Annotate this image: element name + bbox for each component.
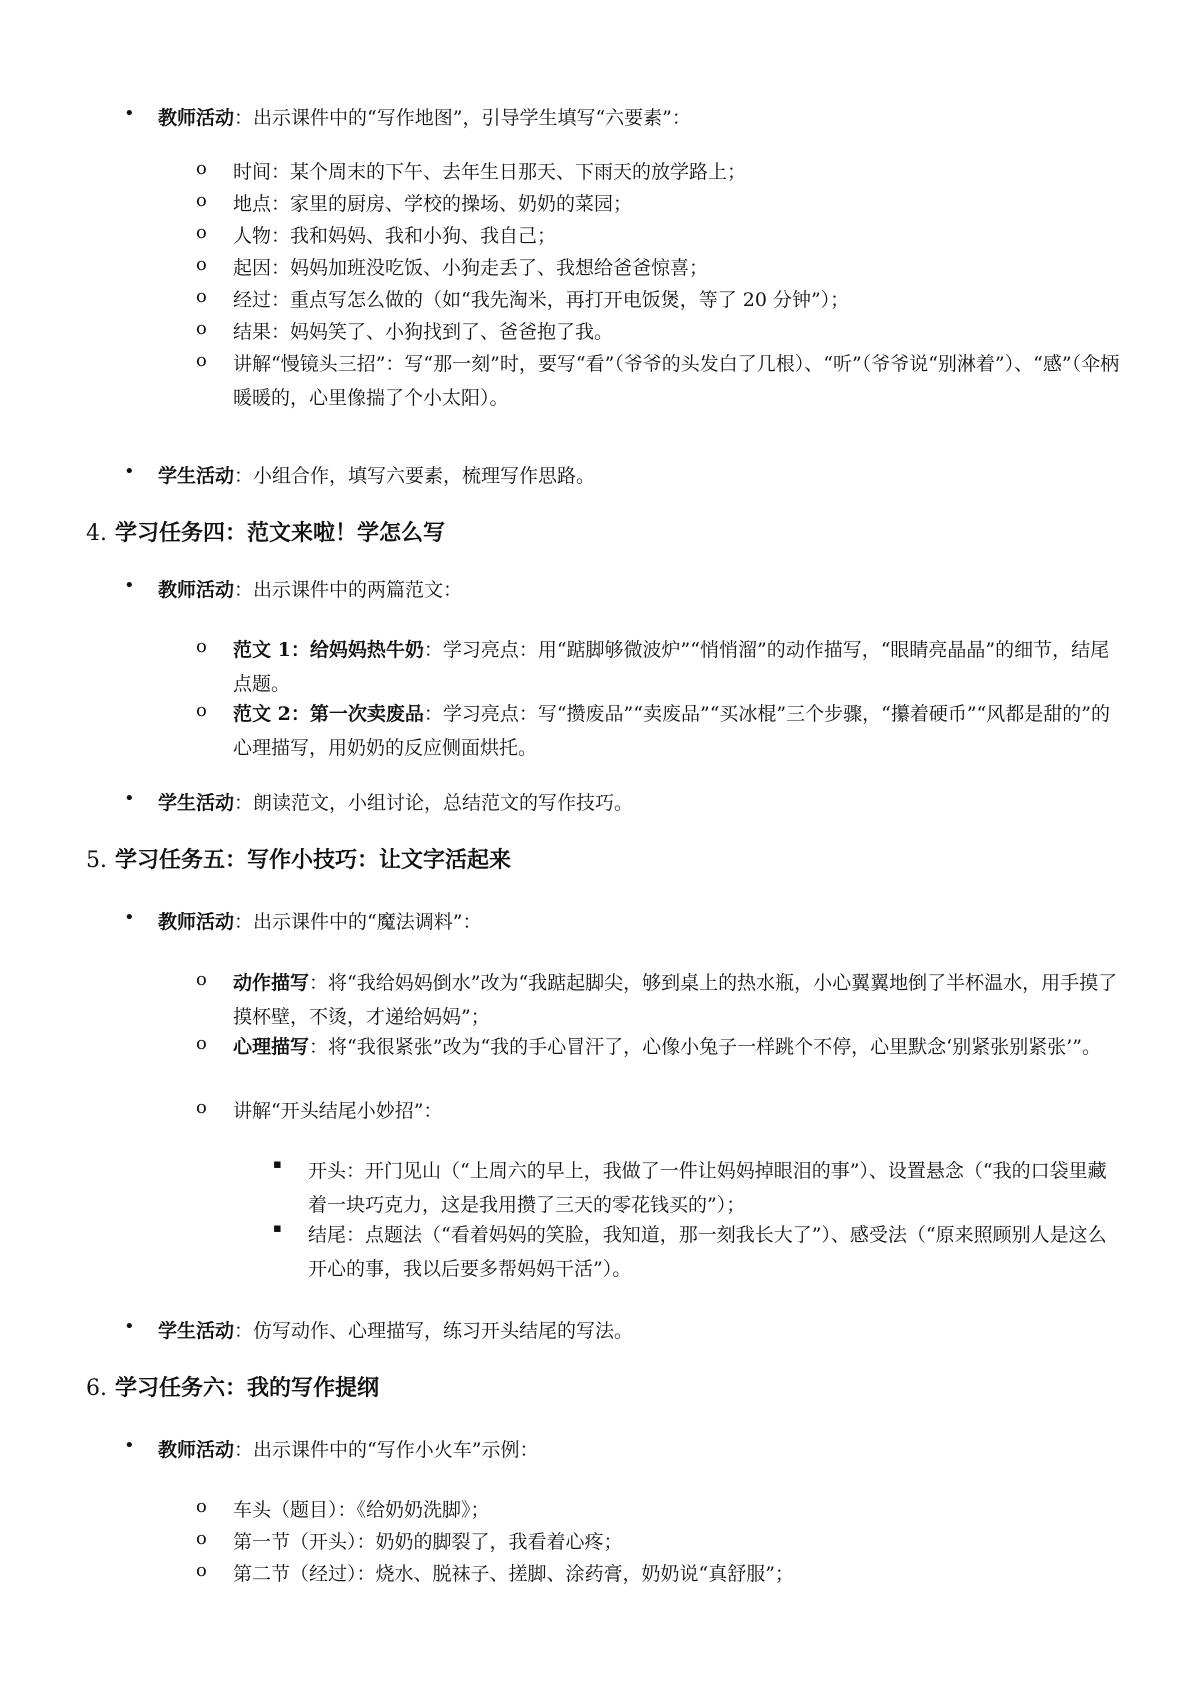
list-item: 讲解“慢镜头三招”：写“那一刻”时，要写“看”（爷爷的头发白了几根）、“听”（爷爷说“别淋着”）、“感”（伞柄暖暖的，心里像揣了个小太阳）。 [233, 353, 1120, 409]
bullet: o [196, 1496, 207, 1517]
teacher-activity-label: 教师活动 [158, 579, 235, 601]
student-activity-label: 学生活动 [158, 1320, 235, 1342]
section-heading-6 [86, 1371, 379, 1406]
sub-list-item: 结尾：点题法（“看着妈妈的笑脸，我知道，那一刻我长大了”）、感受法（“原来照顾别人是这么开心的事，我以后要多帮妈妈干活”）。 [308, 1224, 1107, 1280]
bullet: o [196, 1097, 207, 1118]
bullet: o [196, 190, 207, 211]
list-item: 人物：我和妈妈、我和小狗、我自己； [233, 225, 557, 247]
bullet: o [196, 636, 207, 657]
list-item [233, 633, 1121, 701]
bullet: o [196, 318, 207, 339]
bullet: o [196, 700, 207, 721]
bullet: • [124, 461, 135, 482]
section-number: 5. [86, 848, 107, 873]
student-activity-label: 学生活动 [158, 792, 235, 814]
teacher-activity-label: 教师活动 [158, 1439, 235, 1461]
teacher-activity-label: 教师活动 [158, 107, 235, 129]
teacher-activity-paragraph [158, 1433, 538, 1467]
bullet: o [196, 158, 207, 179]
bullet: o [196, 222, 207, 243]
teacher-activity-text: ：出示课件中的“写作地图”，引导学生填写“六要素”： [234, 107, 691, 129]
teacher-activity-text: ：出示课件中的两篇范文： [234, 579, 463, 601]
section-title: 学习任务四：范文来啦！学怎么写 [115, 520, 446, 546]
teacher-activity-label: 教师活动 [158, 911, 235, 933]
teacher-activity-text: ：出示课件中的“写作小火车”示例： [234, 1439, 539, 1461]
list-item: 时间：某个周末的下午、去年生日那天、下雨天的放学路上； [233, 161, 747, 183]
bullet: o [196, 1560, 207, 1581]
bullet: o [196, 350, 207, 371]
list-item [233, 697, 1121, 765]
section-title: 学习任务五：写作小技巧：让文字活起来 [115, 847, 512, 873]
bullet: o [196, 254, 207, 275]
section-title: 学习任务六：我的写作提纲 [115, 1375, 380, 1401]
teacher-activity-text: ：出示课件中的“魔法调料”： [234, 911, 482, 933]
student-activity-paragraph [158, 1314, 633, 1348]
bullet: ▪ [273, 1157, 282, 1172]
list-item: 地点：家里的厨房、学校的操场、奶奶的菜园； [233, 193, 633, 215]
example-text: ：学习亮点：用“踮脚够微波炉”“悄悄溜”的动作描写，“眼睛亮晶晶”的细节，结尾点题。 [233, 639, 1110, 695]
list-item: 第一节（开头）：奶奶的脚裂了，我看着心疼； [233, 1531, 623, 1553]
student-activity-text: ：仿写动作、心理描写，练习开头结尾的写法。 [234, 1320, 634, 1342]
list-item: 讲解“开头结尾小妙招”： [233, 1100, 443, 1122]
technique-title: 动作描写 [233, 972, 310, 994]
bullet: o [196, 1033, 207, 1054]
bullet: • [124, 575, 135, 596]
student-activity-paragraph [158, 786, 633, 820]
student-activity-label: 学生活动 [158, 465, 235, 487]
example-title: 范文 2：第一次卖废品 [233, 703, 424, 725]
bullet: ▪ [273, 1221, 282, 1236]
bullet: • [124, 1316, 135, 1337]
bullet: • [124, 1435, 135, 1456]
bullet: o [196, 1528, 207, 1549]
bullet: • [124, 907, 135, 928]
bullet: o [196, 969, 207, 990]
teacher-activity-paragraph [158, 101, 691, 135]
list-item: 起因：妈妈加班没吃饭、小狗走丢了、我想给爸爸惊喜； [233, 257, 709, 279]
list-item: 车头（题目）：《给奶奶洗脚》； [233, 1499, 490, 1521]
teacher-activity-paragraph [158, 905, 481, 939]
student-activity-text: ：朗读范文，小组讨论，总结范文的写作技巧。 [234, 792, 634, 814]
bullet: • [124, 788, 135, 809]
list-item: 经过：重点写怎么做的（如“我先淘米，再打开电饭煲，等了 20 分钟”）； [233, 289, 850, 311]
example-title: 范文 1：给妈妈热牛奶 [233, 639, 424, 661]
technique-text: ：将“我很紧张”改为“我的手心冒汗了，心像小兔子一样跳个不停，心里默念‘别紧张别紧张’”。 [309, 1036, 1101, 1058]
section-number: 6. [86, 1376, 107, 1401]
section-heading-4 [86, 516, 445, 551]
example-text: ：学习亮点：写“攒废品”“卖废品”“买冰棍”三个步骤，“攥着硬币”“风都是甜的”的心理描写，用奶奶的反应侧面烘托。 [233, 703, 1110, 759]
list-item [233, 966, 1121, 1034]
list-item [233, 1030, 1121, 1064]
student-activity-text: ：小组合作，填写六要素，梳理写作思路。 [234, 465, 596, 487]
list-item: 结果：妈妈笑了、小狗找到了、爸爸抱了我。 [233, 321, 614, 343]
sub-list-item: 开头：开门见山（“上周六的早上，我做了一件让妈妈掉眼泪的事”）、设置悬念（“我的口袋里藏着一块巧克力，这是我用攒了三天的零花钱买的”）； [308, 1160, 1107, 1216]
bullet: o [196, 286, 207, 307]
teacher-activity-paragraph [158, 573, 462, 607]
bullet: • [124, 103, 135, 124]
technique-text: ：将“我给妈妈倒水”改为“我踮起脚尖，够到桌上的热水瓶，小心翼翼地倒了半杯温水，用手摸了摸杯壁，不烫，才递给妈妈”； [233, 972, 1118, 1028]
section-heading-5 [86, 843, 511, 878]
student-activity-paragraph [158, 459, 595, 493]
technique-title: 心理描写 [233, 1036, 310, 1058]
list-item: 第二节（经过）：烧水、脱袜子、搓脚、涂药膏，奶奶说“真舒服”； [233, 1563, 794, 1585]
section-number: 4. [86, 521, 107, 546]
